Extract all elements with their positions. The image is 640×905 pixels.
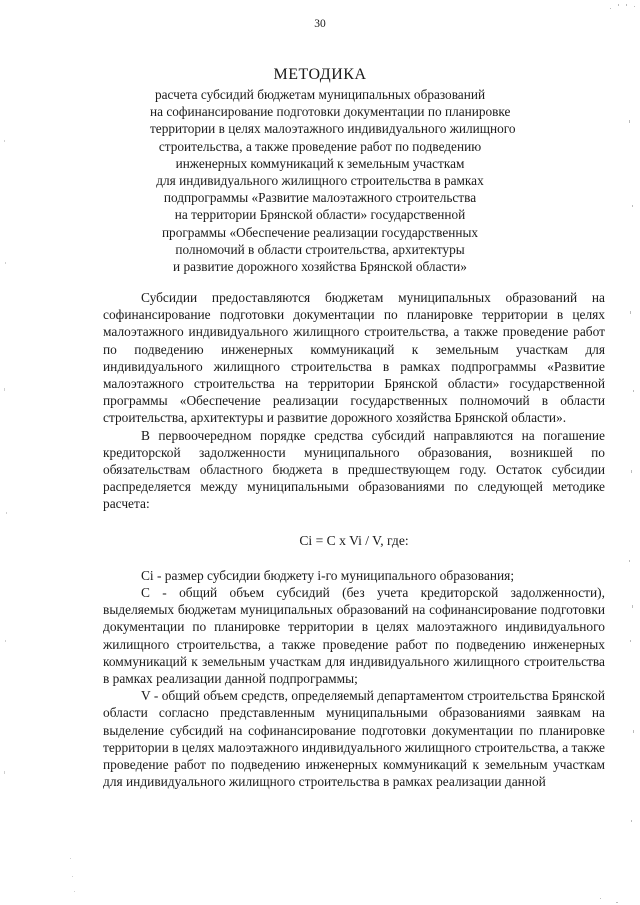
subtitle-line: территории в целях малоэтажного индивидуального жилищного <box>150 121 516 137</box>
definition-ci: Ci - размер субсидии бюджету i-го муниципального образования; <box>141 567 515 583</box>
subtitle-line: программы «Обеспечение реализации государственных <box>161 224 479 240</box>
definition-c: C - общий объем субсидий (без учета кредиторской задолженности), выделяемых бюджетам муниципальных образований на софинансирование подготовки документации по планировке территории в целях малоэтажного индивидуального жилищного строительства, а также проведение работ по подведению инженерных коммуникаций к земельным участкам для индивидуального жилищного строительства в рамках реализации данной подпрограммы; <box>103 585 605 687</box>
subtitle-line: подпрограммы «Развитие малоэтажного строительства <box>163 190 477 206</box>
subtitle-line: на территории Брянской области» государственной <box>174 207 466 223</box>
subtitle-line: на софинансирование подготовки документации по планировке <box>150 104 511 120</box>
paragraph-subsidies-purpose: Субсидии предоставляются бюджетам муниципальных образований на софинансирование подготовки документации по планировке территории в целях малоэтажного индивидуального жилищного строительства, а также проведение работ по подведению инженерных коммуникаций к земельным участкам для индивидуального жилищного строительства в рамках подпрограммы «Развитие малоэтажного строительства на территории Брянской области» государственной программы «Обеспечение реализации государственных полномочий в области строительства, архитектуры и развитие дорожного хозяйства Брянской области». <box>103 290 605 426</box>
subtitle-line: расчета субсидий бюджетам муниципальных образований <box>154 87 486 102</box>
document-heading <box>150 66 516 275</box>
document-body <box>103 289 605 790</box>
subtitle-line: полномочий в области строительства, архитектуры <box>175 241 465 257</box>
subtitle-line: для индивидуального жилищного строительства в рамках <box>156 173 484 189</box>
formula: Ci = C x Vi / V, где: <box>299 532 409 548</box>
document-title: МЕТОДИКА <box>273 66 367 83</box>
page-number: 30 <box>314 18 326 30</box>
definition-v: V - общий объем средств, определяемый департаментом строительства Брянской области согласно представленным муниципальными образованиями заявкам на выделение субсидий на софинансирование подготовки документации по планировке территории в целях малоэтажного индивидуального жилищного строительства, а также проведение работ по подведению инженерных коммуникаций к земельным участкам для индивидуального жилищного строительства в рамках реализации данной <box>103 688 605 790</box>
subtitle-line: инженерных коммуникаций к земельным участкам <box>175 155 465 171</box>
subtitle-line: и развитие дорожного хозяйства Брянской области» <box>173 259 467 275</box>
scan-margin-artifacts <box>0 0 80 905</box>
paragraph-distribution-order: В первоочередном порядке средства субсидий направляются на погашение кредиторской задолженности муниципального образования, возникшей по обязательствам областного бюджета в предшествующем году. Остаток субсидии распределяется между муниципальными образованиями по следующей методике расчета: <box>103 427 605 512</box>
subtitle-line: строительства, а также проведение работ по подведению <box>158 138 482 154</box>
